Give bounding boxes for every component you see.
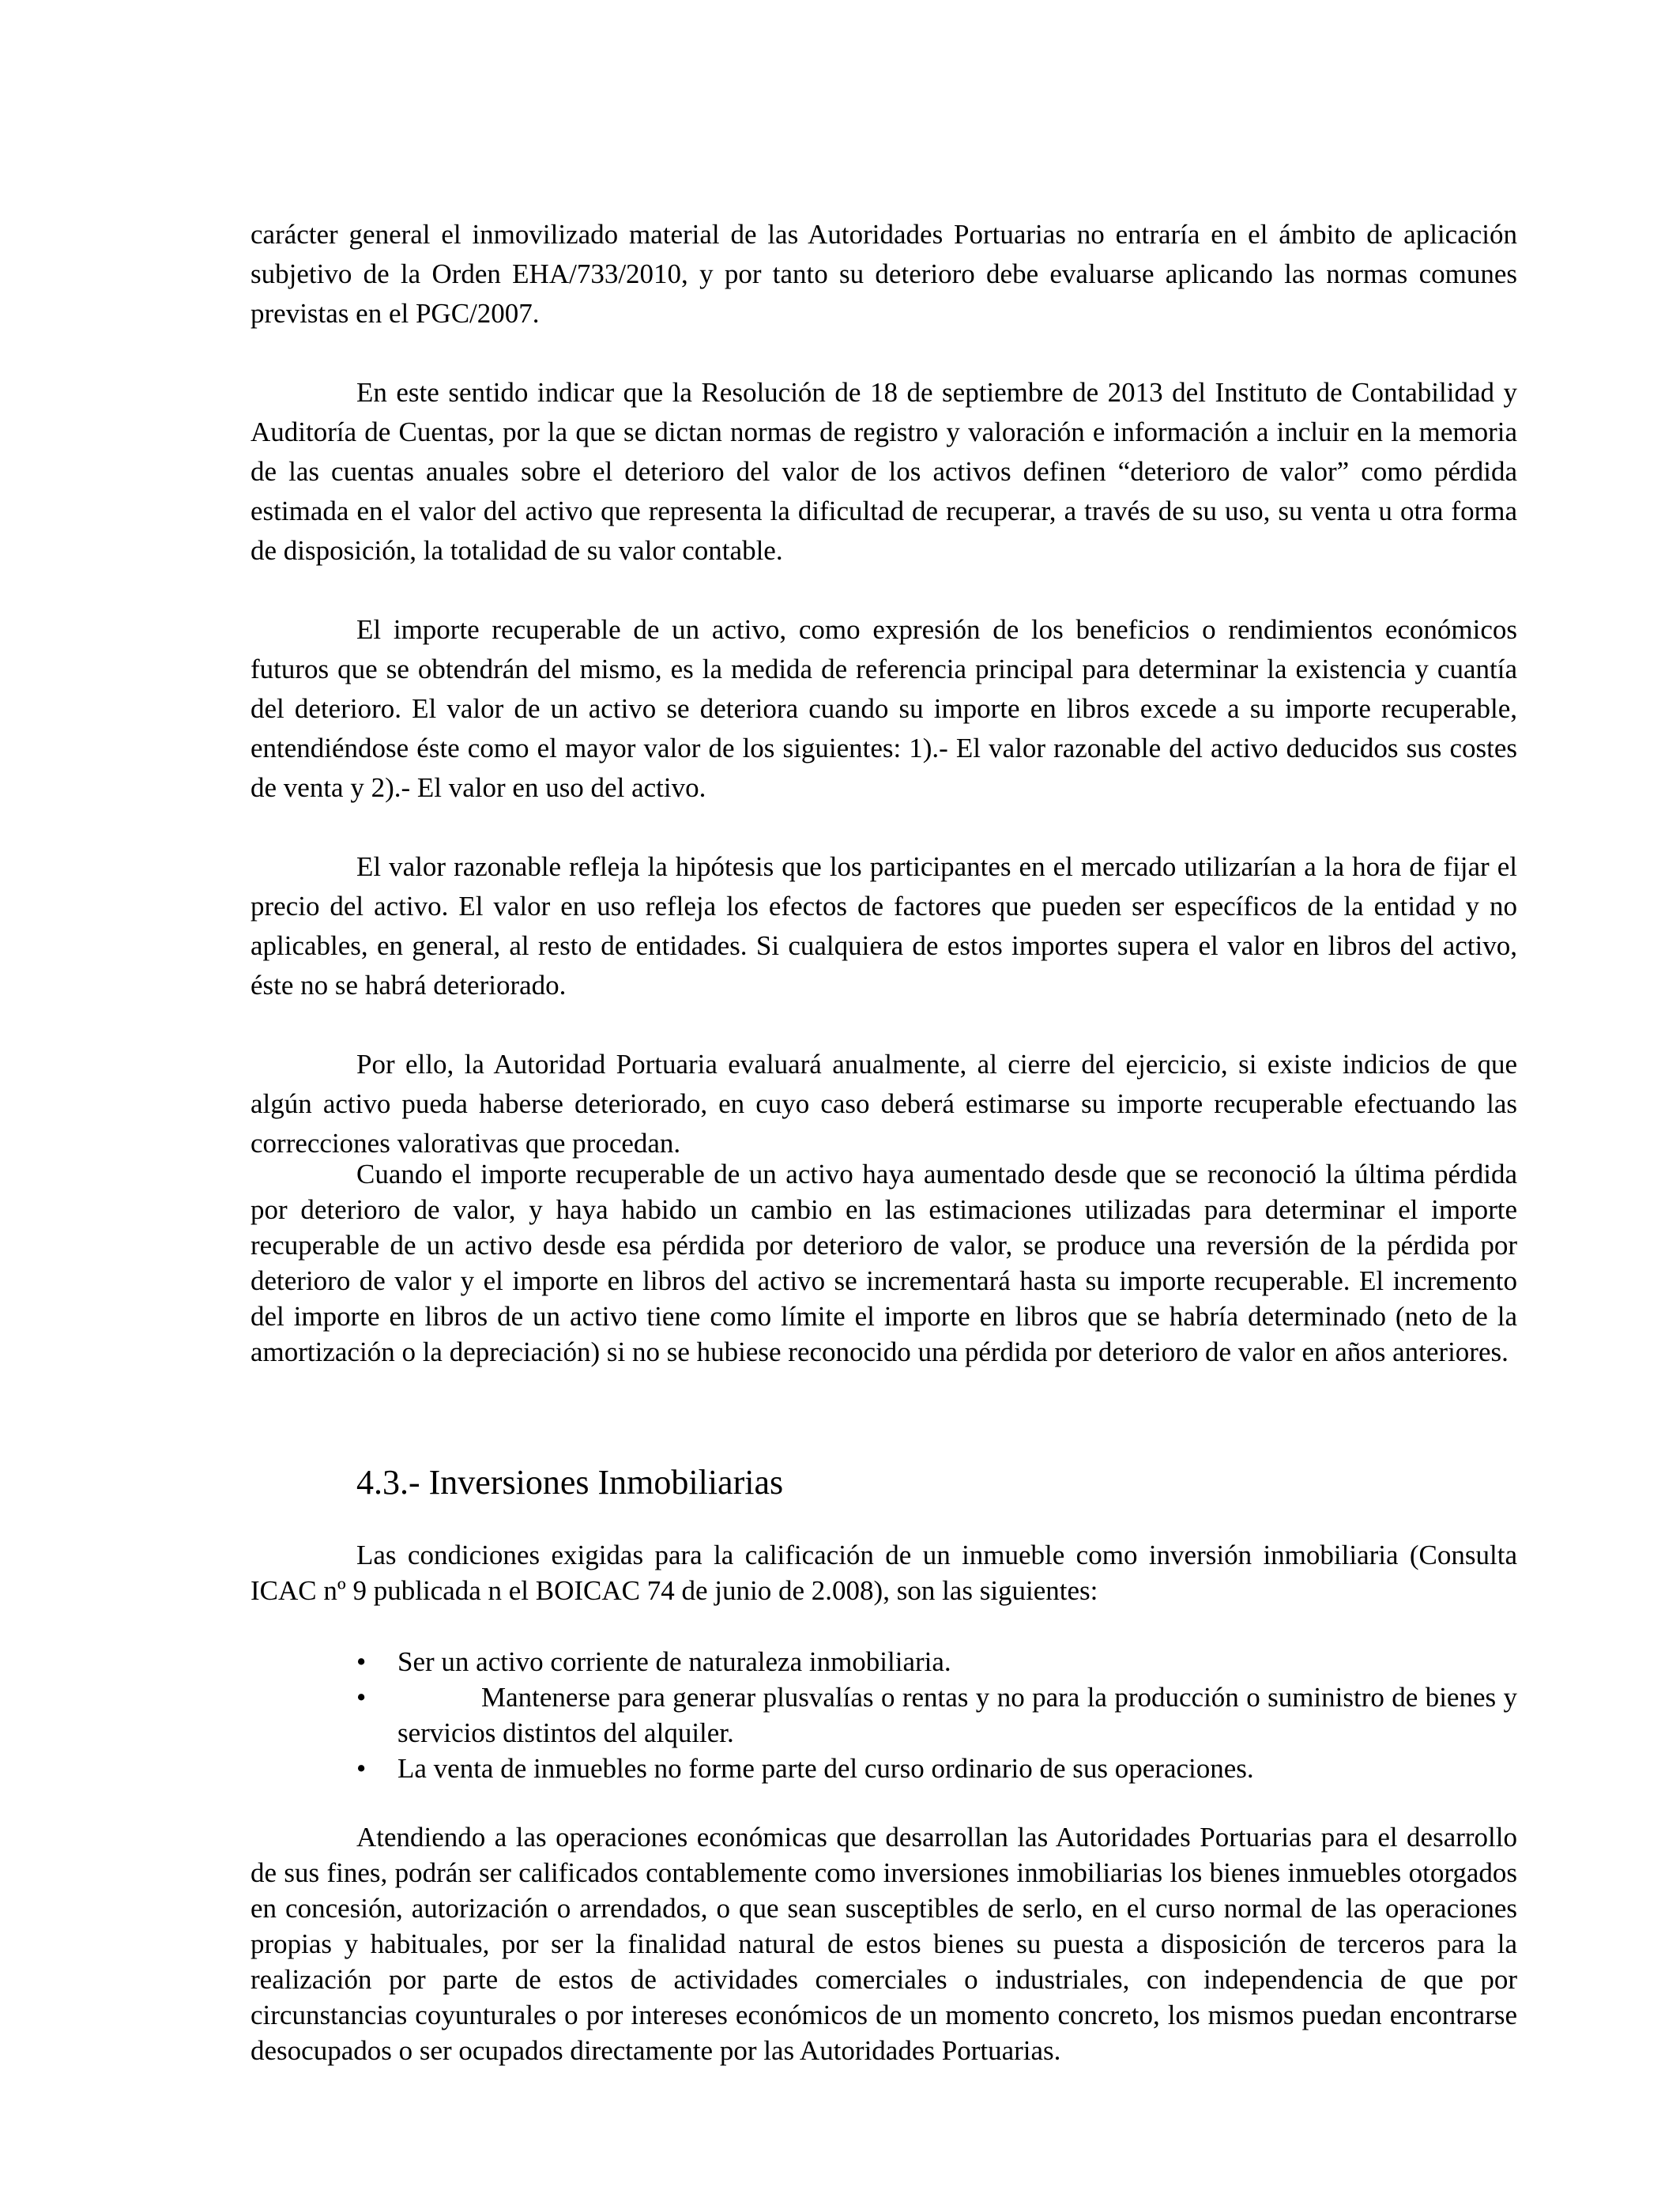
list-item-text: Mantenerse para generar plusvalías o rentas y no para la producción o suministro de bienes y servicios distintos del alquiler. [397, 1682, 1517, 1748]
conditions-list [250, 1644, 1517, 1786]
bullet-icon: • [356, 1753, 367, 1784]
list-item [250, 1644, 1517, 1679]
bullet-icon: • [356, 1646, 367, 1677]
text-block-upper [250, 215, 1517, 1163]
list-item-text: La venta de inmuebles no forme parte del curso ordinario de sus operaciones. [397, 1753, 1254, 1784]
paragraph-resolucion: En este sentido indicar que la Resolución de 18 de septiembre de 2013 del Instituto de Contabilidad y Auditoría de Cuentas, por la que se dictan normas de registro y valoración e información a incluir en la memoria de las cuentas anuales sobre el deterioro del valor de los activos definen “deterioro de valor” como pérdida estimada en el valor del activo que representa la dificultad de recuperar, a través de su uso, su venta u otra forma de disposición, la totalidad de su valor contable. [250, 377, 1517, 566]
paragraph-reversion: Cuando el importe recuperable de un activo haya aumentado desde que se reconoció la última pérdida por deterioro de valor, y haya habido un cambio en las estimaciones utilizadas para determinar el importe recuperable de un activo desde esa pérdida por deterioro de valor, se produce una reversión de la pérdida por deterioro de valor y el importe en libros del activo se incrementará hasta su importe recuperable. El incremento del importe en libros de un activo tiene como límite el importe en libros que se habría determinado (neto de la amortización o la depreciación) si no se hubiese reconocido una pérdida por deterioro de valor en años anteriores. [250, 1159, 1517, 1367]
paragraph-importe-recuperable: El importe recuperable de un activo, como expresión de los beneficios o rendimientos económicos futuros que se obtendrán del mismo, es la medida de referencia principal para determinar la existencia y cuantía del deterioro. El valor de un activo se deteriora cuando su importe en libros excede a su importe recuperable, entendiéndose éste como el mayor valor de los siguientes: 1).- El valor razonable del activo deducidos sus costes de venta y 2).- El valor en uso del activo. [250, 614, 1517, 803]
text-block-reversion [250, 1156, 1517, 1370]
paragraph-evaluacion-anual: Por ello, la Autoridad Portuaria evaluará anualmente, al cierre del ejercicio, si existe indicios de que algún activo pueda haberse deteriorado, en cuyo caso deberá estimarse su importe recuperable efectuando las correcciones valorativas que procedan. [250, 1049, 1517, 1159]
list-item [250, 1679, 1517, 1751]
section-heading: 4.3.- Inversiones Inmobiliarias [356, 1463, 784, 1502]
paragraph-condiciones: Las condiciones exigidas para la calificación de un inmueble como inversión inmobiliaria (Consulta ICAC nº 9 publicada n el BOICAC 74 de junio de 2.008), son las siguientes: [250, 1540, 1517, 1606]
text-block-condiciones [250, 1537, 1517, 1608]
bullet-icon: • [356, 1682, 367, 1713]
list-item [250, 1751, 1517, 1786]
paragraph-atendiendo: Atendiendo a las operaciones económicas que desarrollan las Autoridades Portuarias para el desarrollo de sus fines, podrán ser calificados contablemente como inversiones inmobiliarias los bienes inmuebles otorgados en concesión, autorización o arrendados, o que sean susceptibles de serlo, en el curso normal de las operaciones propias y habituales, por ser la finalidad natural de estos bienes su puesta a disposición de terceros para la realización por parte de estos de actividades comerciales o industriales, con independencia de que por circunstancias coyunturales o por intereses económicos de un momento concreto, los mismos puedan encontrarse desocupados o ser ocupados directamente por las Autoridades Portuarias. [250, 1822, 1517, 2066]
list-item-text: Ser un activo corriente de naturaleza inmobiliaria. [397, 1646, 951, 1677]
text-block-atendiendo [250, 1819, 1517, 2068]
paragraph-continuation: carácter general el inmovilizado material de las Autoridades Portuarias no entraría en el ámbito de aplicación subjetivo de la Orden EHA/733/2010, y por tanto su deterioro debe evaluarse aplicando las normas comunes previstas en el PGC/2007. [250, 219, 1517, 329]
paragraph-valor-razonable: El valor razonable refleja la hipótesis que los participantes en el mercado utilizarían a la hora de fijar el precio del activo. El valor en uso refleja los efectos de factores que pueden ser específicos de la entidad y no aplicables, en general, al resto de entidades. Si cualquiera de estos importes supera el valor en libros del activo, éste no se habrá deteriorado. [250, 851, 1517, 1001]
